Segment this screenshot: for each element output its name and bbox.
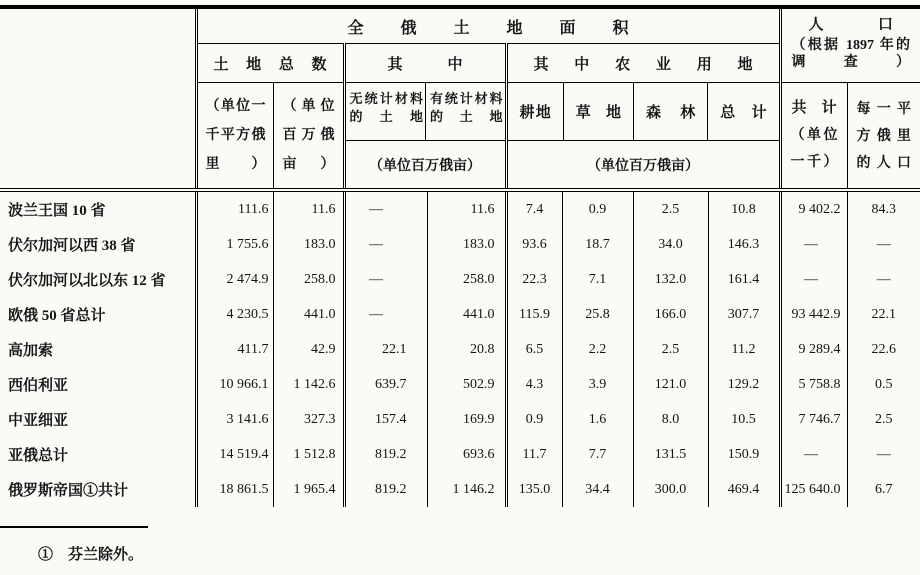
data-cell: 1 512.8	[273, 437, 344, 472]
header-population	[780, 7, 920, 83]
data-cell: 9 402.2	[780, 190, 847, 227]
data-cell: 639.7	[344, 367, 427, 402]
data-cell: 819.2	[344, 472, 427, 507]
data-cell: 11.7	[506, 437, 562, 472]
data-cell: 135.0	[506, 472, 562, 507]
data-cell: —	[847, 437, 920, 472]
data-cell: 6.5	[506, 332, 562, 367]
header-row-top	[0, 7, 920, 44]
population-subtitle: （根据 1897 年的调查）	[791, 38, 911, 70]
data-cell: —	[344, 227, 427, 262]
data-cell: 183.0	[273, 227, 344, 262]
header-group-agricultural	[506, 44, 780, 83]
data-cell: 10.8	[708, 190, 780, 227]
header-unit-versts	[196, 83, 273, 191]
row-label: 伏尔加河以北以东 12 省	[8, 273, 166, 289]
data-cell: 93 442.9	[780, 297, 847, 332]
data-cell: 819.2	[344, 437, 427, 472]
data-cell: —	[344, 297, 427, 332]
data-cell: 11.2	[708, 332, 780, 367]
pop-total-label: 共计	[791, 100, 837, 116]
data-cell: 411.7	[196, 332, 273, 367]
table-row	[0, 332, 920, 367]
group-of-which-label: 其中	[387, 56, 463, 73]
data-cell: 129.2	[708, 367, 780, 402]
row-label: 西伯利亚	[8, 378, 69, 394]
of-which-subcolumns	[346, 83, 505, 140]
data-cell: 4 230.5	[196, 297, 273, 332]
group-total-land-label: 土地总数	[213, 56, 327, 73]
data-cell: 34.0	[633, 227, 708, 262]
data-cell: —	[780, 227, 847, 262]
data-cell: 1 965.4	[273, 472, 344, 507]
data-cell: 2 474.9	[196, 262, 273, 297]
data-cell: 42.9	[273, 332, 344, 367]
col-subtotal-label: 总计	[720, 105, 767, 121]
data-cell: 7 746.7	[780, 402, 847, 437]
data-cell: 1 755.6	[196, 227, 273, 262]
data-cell: 0.9	[506, 402, 562, 437]
data-cell: 125 640.0	[780, 472, 847, 507]
data-cell: 14 519.4	[196, 437, 273, 472]
data-cell: 25.8	[562, 297, 633, 332]
data-cell: 111.6	[196, 190, 273, 227]
data-cell: 22.6	[847, 332, 920, 367]
header-land-area	[196, 7, 780, 44]
data-cell: —	[344, 190, 427, 227]
data-cell: 2.5	[633, 190, 708, 227]
data-cell: 115.9	[506, 297, 562, 332]
col-meadow	[563, 83, 633, 140]
unit-agricultural: （单位百万俄亩）	[508, 140, 779, 188]
data-cell: 157.4	[344, 402, 427, 437]
data-cell: 327.3	[273, 402, 344, 437]
data-cell: 7.1	[562, 262, 633, 297]
data-cell: 693.6	[427, 437, 506, 472]
statistics-table	[0, 5, 920, 507]
unit-dessiatines-label: （单位百万俄亩）	[282, 99, 335, 172]
header-corner-blank	[0, 7, 196, 190]
pop-total-unit: （单位一千）	[790, 128, 838, 170]
data-cell: 307.7	[708, 297, 780, 332]
data-cell: 121.0	[633, 367, 708, 402]
data-cell: 183.0	[427, 227, 506, 262]
data-cell: 1 146.2	[427, 472, 506, 507]
data-cell: 469.4	[708, 472, 780, 507]
header-agricultural-columns	[506, 83, 780, 191]
data-cell: —	[847, 227, 920, 262]
data-cell: 161.4	[708, 262, 780, 297]
data-cell: 502.9	[427, 367, 506, 402]
data-cell: 93.6	[506, 227, 562, 262]
data-cell: 2.5	[633, 332, 708, 367]
table-row	[0, 297, 920, 332]
table-row	[0, 402, 920, 437]
header-of-which-columns	[344, 83, 506, 191]
data-cell: 169.9	[427, 402, 506, 437]
data-cell: 131.5	[633, 437, 708, 472]
table-row	[0, 227, 920, 262]
data-cell: 10.5	[708, 402, 780, 437]
table-body	[0, 190, 920, 507]
col-forest	[633, 83, 707, 140]
header-pop-total	[780, 83, 847, 191]
data-cell: 4.3	[506, 367, 562, 402]
col-subtotal	[707, 83, 778, 140]
col-arable	[508, 83, 563, 140]
data-cell: 1.6	[562, 402, 633, 437]
data-cell: 0.5	[847, 367, 920, 402]
header-group-of-which	[344, 44, 506, 83]
data-cell: 146.3	[708, 227, 780, 262]
data-cell: 258.0	[427, 262, 506, 297]
data-cell: 1 142.6	[273, 367, 344, 402]
data-cell: —	[847, 262, 920, 297]
footnote-rule	[0, 526, 148, 528]
header-unit-dessiatines	[273, 83, 344, 191]
data-cell: 2.2	[562, 332, 633, 367]
data-cell: 6.7	[847, 472, 920, 507]
data-cell: 7.7	[562, 437, 633, 472]
row-label: 高加索	[8, 343, 54, 359]
header-pop-density	[847, 83, 920, 191]
data-cell: 441.0	[273, 297, 344, 332]
data-cell: 20.8	[427, 332, 506, 367]
footnote-text: ① 芬兰除外。	[38, 547, 144, 563]
data-cell: 300.0	[633, 472, 708, 507]
table-header	[0, 7, 920, 190]
data-cell: —	[780, 262, 847, 297]
group-agricultural-label: 其中农业用地	[533, 56, 753, 73]
population-title: 人口	[808, 17, 894, 33]
data-cell: 9 289.4	[780, 332, 847, 367]
header-group-total-land	[196, 44, 344, 83]
table-row	[0, 262, 920, 297]
data-cell: —	[344, 262, 427, 297]
data-cell: 22.3	[506, 262, 562, 297]
data-cell: 3 141.6	[196, 402, 273, 437]
table-row	[0, 190, 920, 227]
data-cell: 8.0	[633, 402, 708, 437]
data-cell: 2.5	[847, 402, 920, 437]
data-cell: 11.6	[427, 190, 506, 227]
unit-of-which: （单位百万俄亩）	[346, 140, 505, 188]
data-cell: 34.4	[562, 472, 633, 507]
col-with-statistics: 有统计材料的土地	[425, 83, 505, 140]
data-cell: 132.0	[633, 262, 708, 297]
data-cell: 3.9	[562, 367, 633, 402]
table-row	[0, 472, 920, 507]
col-no-statistics: 无统计材料的土地	[349, 91, 423, 124]
table-row	[0, 437, 920, 472]
data-cell: 11.6	[273, 190, 344, 227]
pop-density-label: 每一平方俄里的人口	[856, 102, 912, 171]
row-label: 波兰王国 10 省	[8, 203, 106, 219]
data-cell: 150.9	[708, 437, 780, 472]
data-cell: 18 861.5	[196, 472, 273, 507]
row-label: 欧俄 50 省总计	[8, 308, 106, 324]
table-row	[0, 367, 920, 402]
row-label: 亚俄总计	[8, 448, 69, 464]
unit-versts-label: （单位一千平方俄里）	[205, 99, 266, 172]
data-cell: 441.0	[427, 297, 506, 332]
data-cell: 10 966.1	[196, 367, 273, 402]
row-label: 伏尔加河以西 38 省	[8, 238, 136, 254]
data-cell: 0.9	[562, 190, 633, 227]
data-cell: —	[780, 437, 847, 472]
col-meadow-label: 草地	[575, 105, 621, 121]
col-arable-label: 耕地	[519, 105, 551, 121]
data-cell: 22.1	[847, 297, 920, 332]
data-cell: 18.7	[562, 227, 633, 262]
row-label: 俄罗斯帝国①共计	[8, 483, 129, 499]
data-cell: 84.3	[847, 190, 920, 227]
data-cell: 166.0	[633, 297, 708, 332]
data-cell: 22.1	[344, 332, 427, 367]
data-cell: 258.0	[273, 262, 344, 297]
land-area-title: 全俄土地面积	[347, 19, 629, 37]
agricultural-subcolumns	[508, 83, 779, 140]
row-label: 中亚细亚	[8, 413, 69, 429]
data-cell: 7.4	[506, 190, 562, 227]
data-cell: 5 758.8	[780, 367, 847, 402]
col-forest-label: 森林	[645, 105, 696, 121]
